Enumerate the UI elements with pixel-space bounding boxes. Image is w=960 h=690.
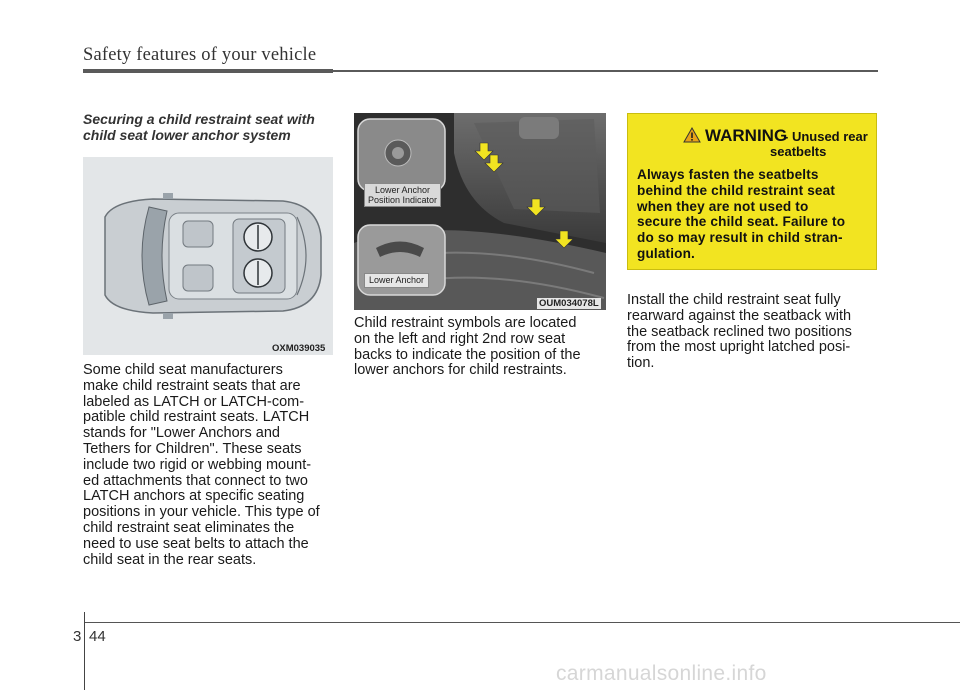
text-line: lower anchors for child restraints. [354,362,567,379]
body-paragraph [354,316,606,379]
body-paragraph [83,363,333,568]
warning-triangle-icon [683,127,701,143]
text-line: on the left and right 2nd row seat [354,330,566,347]
footer-rule [84,622,960,623]
text-line: gulation. [637,245,695,261]
header-rule [83,69,333,73]
text-line: ed attachments that connect to two [83,472,308,489]
text-line: rearward against the seatback with [627,307,852,324]
text-line: stands for "Lower Anchors and [83,425,280,442]
figure-caption: OUM034078L [539,298,599,309]
car-topview-figure [83,157,333,355]
section-heading-line: Securing a child restraint seat with [83,111,315,127]
warning-subtitle: seatbelts [770,144,827,159]
footer-divider [84,612,85,690]
text-line: do so may result in child stran- [637,230,843,246]
text-line: need to use seat belts to attach the [83,535,309,552]
text-line: labeled as LATCH or LATCH-com- [83,393,305,410]
text-line: positions in your vehicle. This type of [83,504,320,521]
text-line: Some child seat manufacturers [83,362,283,378]
text-line: secure the child seat. Failure to [637,214,846,230]
text-line: backs to indicate the position of the [354,346,581,363]
text-line: child restraint seat eliminates the [83,519,295,536]
text-line: include two rigid or webbing mount- [83,456,312,473]
warning-body [637,167,869,262]
text-line: LATCH anchors at specific seating [83,488,305,505]
text-line: patible child restraint seats. LATCH [83,409,310,426]
text-line: Child restraint symbols are located [354,315,577,331]
section-number: 3 [73,628,82,645]
figure-caption: OXM039035 [272,343,326,354]
text-line: from the most upright latched posi- [627,339,851,356]
header-rule-thin [333,70,878,72]
text-line: Install the child restraint seat fully [627,292,841,308]
text-line: make child restraint seats that are [83,377,301,394]
text-line: the seatback reclined two positions [627,323,852,340]
lower-anchor-indicator-label: Lower Anchor Position Indicator [364,183,441,207]
text-line: Always fasten the seatbelts [637,167,819,182]
section-heading [83,111,338,143]
watermark: carmanualsonline.info [556,662,767,685]
warning-box [627,113,877,270]
lower-anchor-label: Lower Anchor [364,273,429,288]
body-paragraph [627,293,879,372]
section-heading-line: child seat lower anchor system [83,127,291,143]
text-line: behind the child restraint seat [637,182,836,198]
warning-title: WARNING [705,126,788,145]
rear-seat-figure [354,113,606,310]
car-topview-illustration [83,157,333,355]
page-header-title: Safety features of your vehicle [83,45,317,65]
text-line: Tethers for Children". These seats [83,440,302,457]
text-line: tion. [627,355,655,372]
text-line: child seat in the rear seats. [83,551,257,568]
page-number: 44 [89,628,106,645]
text-line: when they are not used to [637,198,809,214]
warning-subtitle: - Unused rear [784,129,868,144]
